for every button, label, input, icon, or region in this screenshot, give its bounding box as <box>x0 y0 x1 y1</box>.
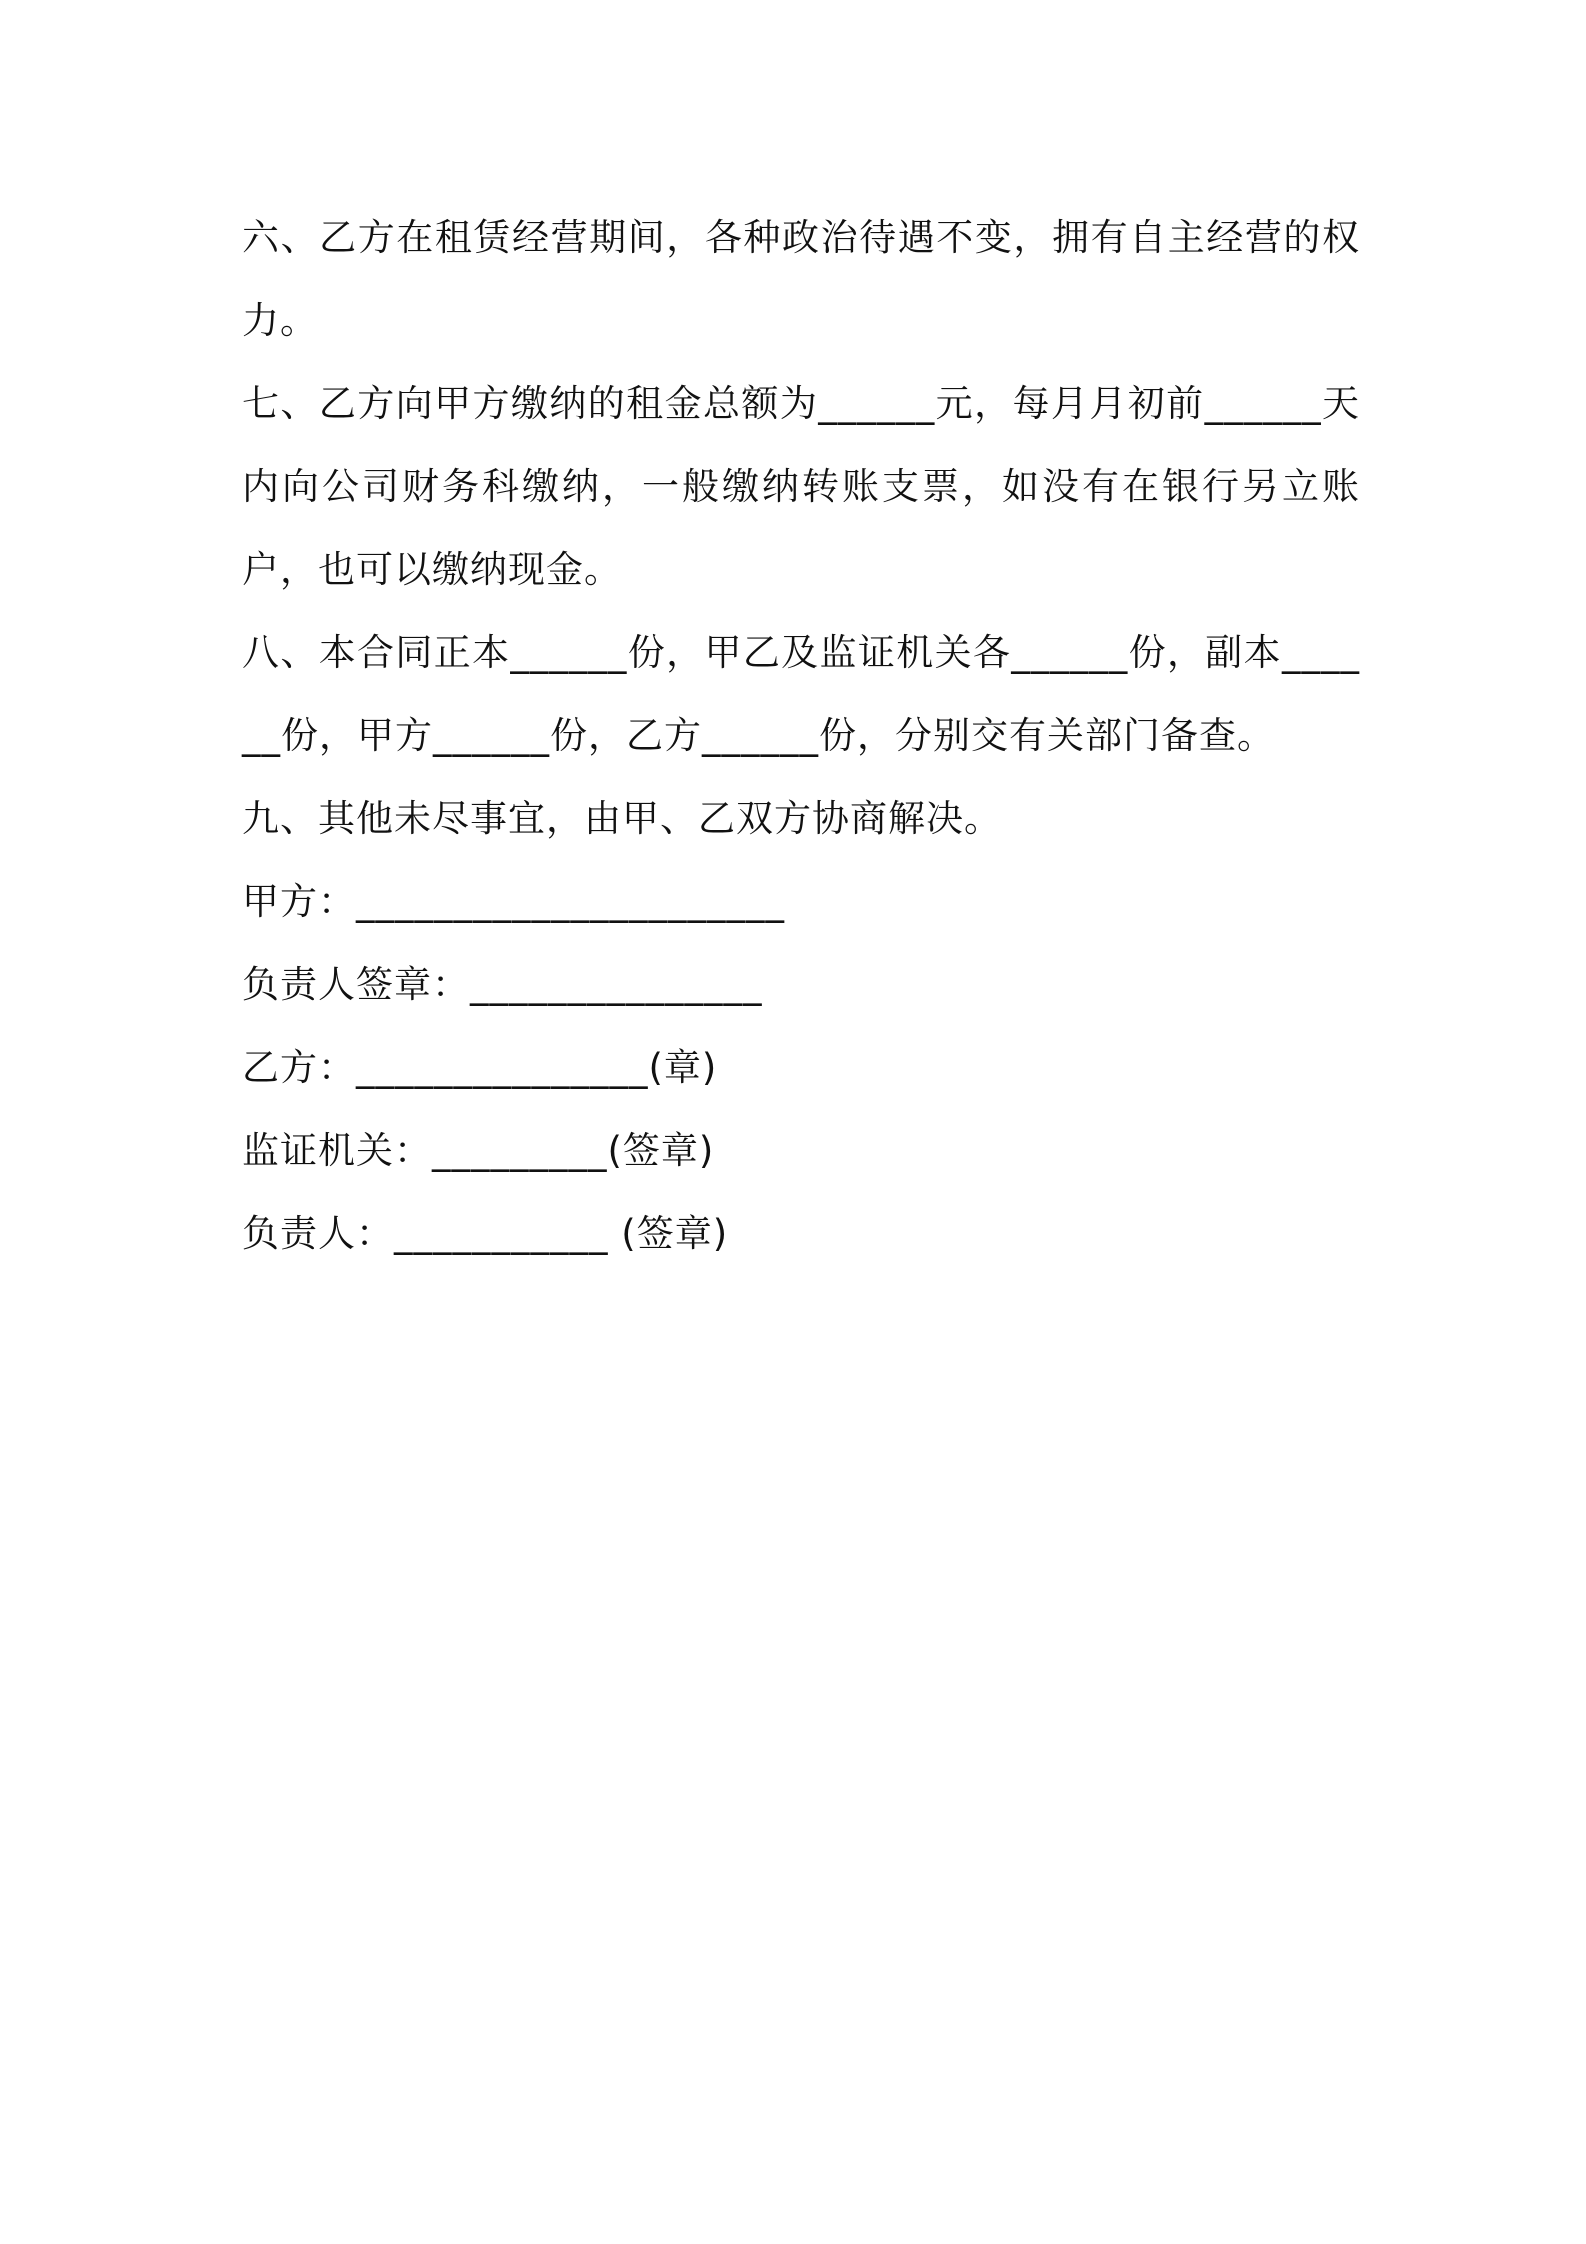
clause-8: 八、本合同正本______份，甲乙及监证机关各______份，副本______份，甲方______份，乙方______份，分别交有关部门备查。 <box>242 631 1360 757</box>
document-body <box>242 196 1360 1275</box>
clause-9: 九、其他未尽事宜，由甲、乙双方协商解决。 <box>242 797 1002 840</box>
party-b-signature-line: 乙方：_______________(章) <box>242 1046 718 1089</box>
party-a-signature-line: 甲方：______________________ <box>242 880 785 923</box>
supervising-authority-signature-line: 监证机关：_________(签章) <box>242 1129 715 1172</box>
responsible-person-seal-line: 负责人签章：_______________ <box>242 963 763 1006</box>
responsible-person-signature-line: 负责人：___________ (签章) <box>242 1212 729 1255</box>
signature-block <box>242 860 1360 1275</box>
clause-7: 七、乙方向甲方缴纳的租金总额为______元，每月月初前______天内向公司财务科缴纳，一般缴纳转账支票，如没有在银行另立账户，也可以缴纳现金。 <box>242 382 1360 591</box>
clause-6: 六、乙方在租赁经营期间，各种政治待遇不变，拥有自主经营的权力。 <box>242 216 1360 342</box>
